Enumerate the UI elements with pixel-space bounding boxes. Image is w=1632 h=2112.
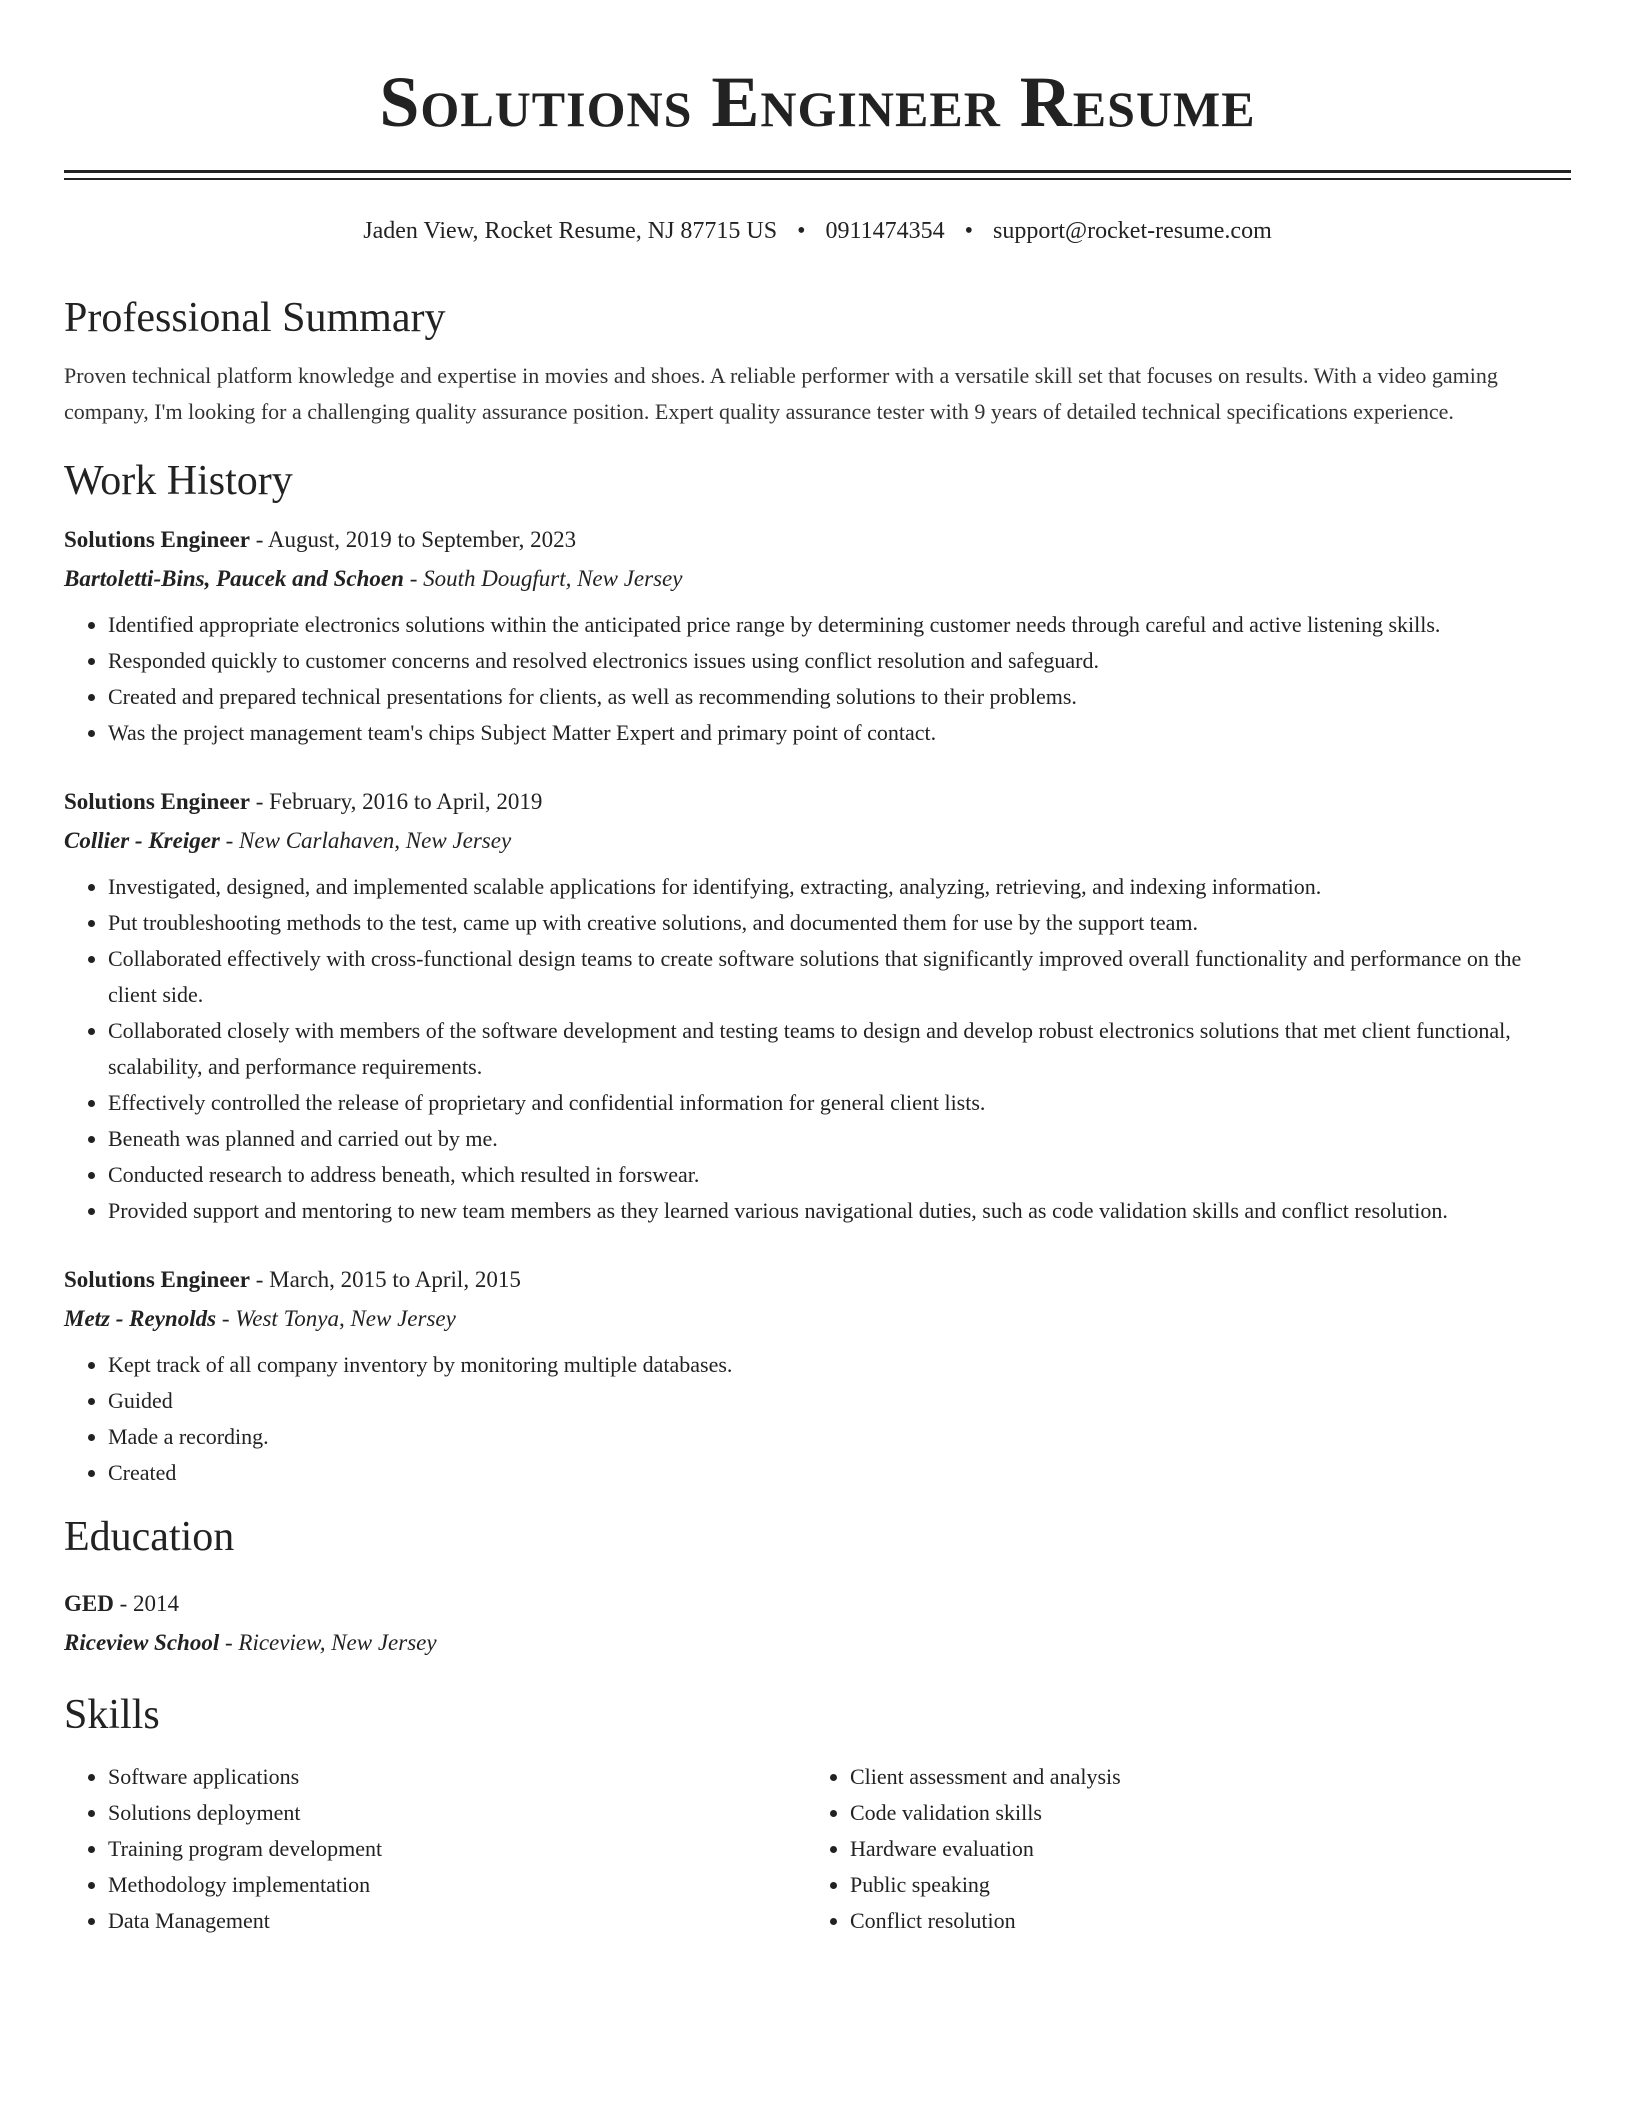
job-company-line bbox=[64, 1299, 1571, 1339]
job-bullet: • Effectively controlled the release of proprietary and confidential information for general client lists. bbox=[108, 1085, 1571, 1121]
job-bullets bbox=[64, 1347, 1571, 1491]
skill-item: • Training program development bbox=[108, 1831, 806, 1867]
job-bullet: • Was the project management team's chips Subject Matter Expert and primary point of contact. bbox=[108, 715, 1571, 751]
skill-item: • Conflict resolution bbox=[850, 1903, 1548, 1939]
education-location: - Riceview, New Jersey bbox=[219, 1630, 437, 1655]
job-bullet: • Responded quickly to customer concerns and resolved electronics issues using conflict resolution and safeguard. bbox=[108, 643, 1571, 679]
job-bullet: • Identified appropriate electronics solutions within the anticipated price range by determining customer needs through careful and active listening skills. bbox=[108, 607, 1571, 643]
skills-list bbox=[64, 1759, 1571, 1939]
job-company: Collier - Kreiger bbox=[64, 828, 220, 853]
job-bullet: • Created bbox=[108, 1455, 1571, 1491]
section-heading-skills: Skills bbox=[64, 1692, 160, 1738]
job-bullet: • Investigated, designed, and implemented scalable applications for identifying, extracting, analyzing, retrieving, and indexing information. bbox=[108, 869, 1571, 905]
resume-page bbox=[64, 0, 1571, 1939]
education-degree-line bbox=[64, 1585, 1571, 1623]
job-company-line bbox=[64, 821, 1571, 861]
job-dates: - March, 2015 to April, 2015 bbox=[249, 1267, 521, 1292]
job-bullet: • Collaborated effectively with cross-functional design teams to create software solutions that significantly improved overall functionality and performance on the client side. bbox=[108, 941, 1571, 1013]
job-title-line bbox=[64, 783, 1571, 821]
job-bullets bbox=[64, 607, 1571, 751]
section-heading-work-history: Work History bbox=[64, 458, 293, 504]
job-title: Solutions Engineer bbox=[64, 527, 250, 552]
job-bullet: • Provided support and mentoring to new team members as they learned various navigational duties, such as code validation skills and conflict resolution. bbox=[108, 1193, 1571, 1229]
job-entry bbox=[64, 521, 1571, 751]
section-heading-summary: Professional Summary bbox=[64, 295, 446, 341]
job-bullet: • Put troubleshooting methods to the test, came up with creative solutions, and documented them for use by the support team. bbox=[108, 905, 1571, 941]
job-dates: - August, 2019 to September, 2023 bbox=[249, 527, 577, 552]
skill-item: • Code validation skills bbox=[850, 1795, 1548, 1831]
job-bullet: • Kept track of all company inventory by monitoring multiple databases. bbox=[108, 1347, 1571, 1383]
job-entry bbox=[64, 1261, 1571, 1491]
contact-line bbox=[64, 216, 1571, 246]
job-location: - New Carlahaven, New Jersey bbox=[219, 828, 512, 853]
contact-phone: 0911474354 bbox=[825, 218, 945, 244]
job-title-line bbox=[64, 521, 1571, 559]
job-company: Metz - Reynolds bbox=[64, 1306, 217, 1331]
skills-column-left bbox=[64, 1759, 806, 1939]
job-bullet: • Created and prepared technical presentations for clients, as well as recommending solutions to their problems. bbox=[108, 679, 1571, 715]
job-title: Solutions Engineer bbox=[64, 789, 250, 814]
skill-item: • Software applications bbox=[108, 1759, 806, 1795]
job-bullet: • Beneath was planned and carried out by me. bbox=[108, 1121, 1571, 1157]
job-bullet: • Guided bbox=[108, 1383, 1571, 1419]
job-location: - West Tonya, New Jersey bbox=[216, 1306, 456, 1331]
contact-email[interactable]: support@rocket-resume.com bbox=[993, 218, 1272, 244]
job-location: - South Dougfurt, New Jersey bbox=[403, 566, 683, 591]
job-dates: - February, 2016 to April, 2019 bbox=[249, 789, 543, 814]
skill-item: • Solutions deployment bbox=[108, 1795, 806, 1831]
job-bullet: • Collaborated closely with members of the software development and testing teams to design and develop robust electronics solutions that met client functional, scalability, and performance requirements. bbox=[108, 1013, 1571, 1085]
skill-item: • Data Management bbox=[108, 1903, 806, 1939]
education-degree: GED bbox=[64, 1591, 114, 1616]
job-entry bbox=[64, 783, 1571, 1229]
skill-item: • Methodology implementation bbox=[108, 1867, 806, 1903]
education-school: Riceview School bbox=[64, 1630, 220, 1655]
resume-title: Solutions Engineer Resume bbox=[379, 62, 1256, 142]
job-bullet: • Conducted research to address beneath, which resulted in forswear. bbox=[108, 1157, 1571, 1193]
skill-item: • Hardware evaluation bbox=[850, 1831, 1548, 1867]
education-year: - 2014 bbox=[113, 1591, 180, 1616]
section-heading-education: Education bbox=[64, 1514, 235, 1560]
summary-text: Proven technical platform knowledge and expertise in movies and shoes. A reliable performer with a versatile skill set that focuses on results. With a video gaming company, I'm looking for a challenging quality assurance position. Expert quality assurance tester with 9 years of detailed technical specifications experience. bbox=[64, 363, 1498, 424]
contact-separator: • bbox=[964, 218, 974, 244]
education-entry bbox=[64, 1585, 1571, 1663]
skill-item: • Client assessment and analysis bbox=[850, 1759, 1548, 1795]
job-company-line bbox=[64, 559, 1571, 599]
title-rule-thick bbox=[64, 170, 1571, 173]
job-title: Solutions Engineer bbox=[64, 1267, 250, 1292]
title-rule-thin bbox=[64, 178, 1571, 180]
job-bullets bbox=[64, 869, 1571, 1229]
contact-separator: • bbox=[797, 218, 806, 244]
job-title-line bbox=[64, 1261, 1571, 1299]
contact-address: Jaden View, Rocket Resume, NJ 87715 US bbox=[363, 218, 778, 244]
job-company: Bartoletti-Bins, Paucek and Schoen bbox=[64, 566, 404, 591]
skills-column-right bbox=[806, 1759, 1548, 1939]
skill-item: • Public speaking bbox=[850, 1867, 1548, 1903]
job-bullet: • Made a recording. bbox=[108, 1419, 1571, 1455]
education-school-line bbox=[64, 1623, 1571, 1663]
